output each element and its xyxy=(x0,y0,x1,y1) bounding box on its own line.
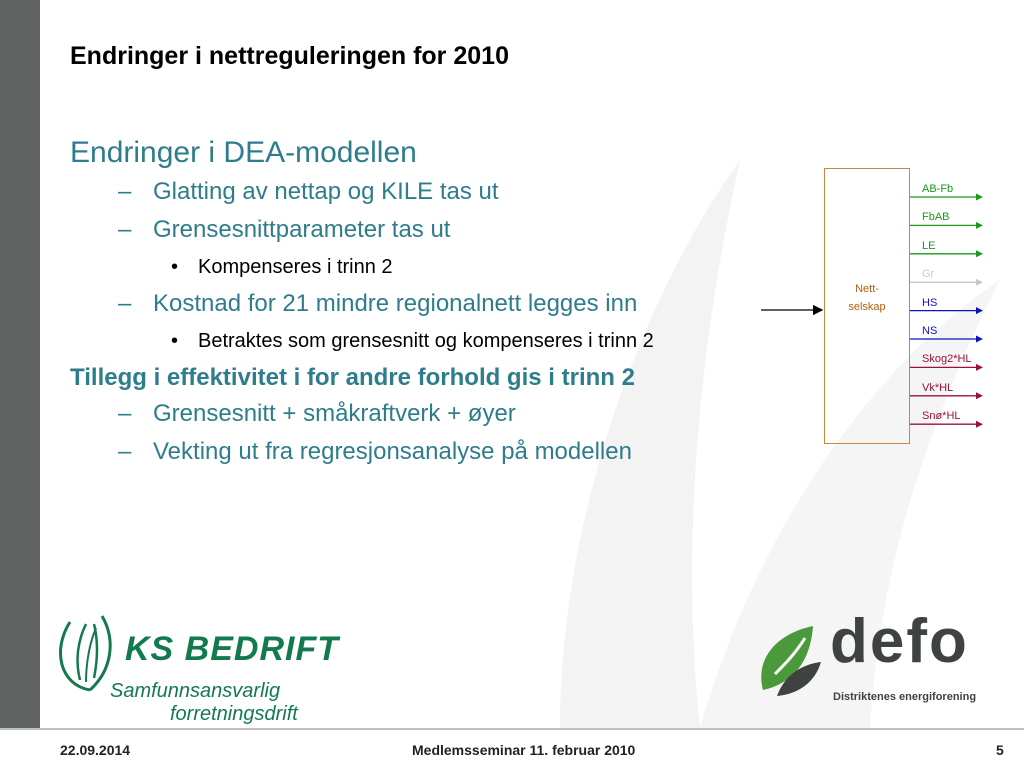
output-label: NS xyxy=(922,325,938,337)
dea-model-diagram xyxy=(755,160,995,460)
output-label: LE xyxy=(922,239,936,252)
defo-logo xyxy=(755,607,995,710)
bullet-text: Betraktes som grensesnitt og kompenseres i trinn 2 xyxy=(198,330,654,352)
output-arrowhead xyxy=(976,194,983,201)
dot-marker: • xyxy=(171,256,179,278)
box-label xyxy=(824,280,910,316)
dot-marker: • xyxy=(171,330,179,352)
bullet-level1 xyxy=(70,290,770,318)
output-label: FbAB xyxy=(922,211,950,224)
bullet-level1 xyxy=(70,216,770,244)
footer-date: 22.09.2014 xyxy=(60,742,131,758)
footer-event: Medlemsseminar 11. februar 2010 xyxy=(412,742,636,758)
ks-bedrift-logo xyxy=(50,610,339,728)
bullet-text: Glatting av nettap og KILE tas ut xyxy=(153,178,499,205)
dash-marker: – xyxy=(118,178,132,205)
bullet-list xyxy=(70,136,770,476)
output-arrowhead xyxy=(976,421,983,428)
output-label: Gr xyxy=(922,268,935,281)
bullet-text: Vekting ut fra regresjonsanalyse på modellen xyxy=(153,438,632,465)
bullet-level0-bold: Tillegg i effektivitet i for andre forhold gis i trinn 2 xyxy=(70,364,635,391)
bullet-level2 xyxy=(70,328,718,354)
defo-logo-tagline: Distriktenes energiforening xyxy=(833,691,977,703)
slide-title: Endringer i nettreguleringen for 2010 xyxy=(70,42,509,70)
defo-leaf-icon xyxy=(755,624,827,704)
output-arrowhead xyxy=(976,307,983,314)
bullet-text: Kostnad for 21 mindre regionalnett legges inn xyxy=(153,290,638,317)
bullet-text: Grensesnitt + småkraftverk + øyer xyxy=(153,400,516,427)
dash-marker: – xyxy=(118,438,132,465)
output-arrowhead xyxy=(976,364,983,371)
bullet-level1 xyxy=(70,178,770,206)
output-arrowhead xyxy=(976,250,983,257)
output-label: AB-Fb xyxy=(922,183,954,195)
output-label: Vk*HL xyxy=(922,381,954,394)
dash-marker: – xyxy=(118,400,132,427)
dash-marker: – xyxy=(118,216,132,243)
ks-logo-tagline1: Samfunnsansvarlig xyxy=(110,680,281,702)
bullet-level1 xyxy=(70,400,770,428)
box-label-line2: selskap xyxy=(848,301,886,313)
output-label: Skog2*HL xyxy=(922,353,972,366)
bullet-level2 xyxy=(70,254,718,280)
bullet-level0: Endringer i DEA-modellen xyxy=(70,136,417,169)
bullet-level1 xyxy=(70,438,770,466)
output-arrowhead xyxy=(976,279,983,286)
defo-logo-name: defo xyxy=(830,607,969,676)
footer-divider xyxy=(0,728,1024,730)
dash-marker: – xyxy=(118,290,132,317)
bullet-text: Grensesnittparameter tas ut xyxy=(153,216,451,243)
output-label: Snø*HL xyxy=(922,410,961,423)
ks-logo-tagline2: forretningsdrift xyxy=(170,703,298,725)
output-arrowhead xyxy=(976,392,983,399)
bullet-text: Kompenseres i trinn 2 xyxy=(198,256,393,278)
output-label: HS xyxy=(922,296,938,309)
output-arrowhead xyxy=(976,336,983,343)
output-arrowhead xyxy=(976,222,983,229)
ks-logo-name: KS BEDRIFT xyxy=(125,630,339,668)
box-label-line1: Nett- xyxy=(855,283,879,295)
footer-page-number: 5 xyxy=(996,742,1004,758)
